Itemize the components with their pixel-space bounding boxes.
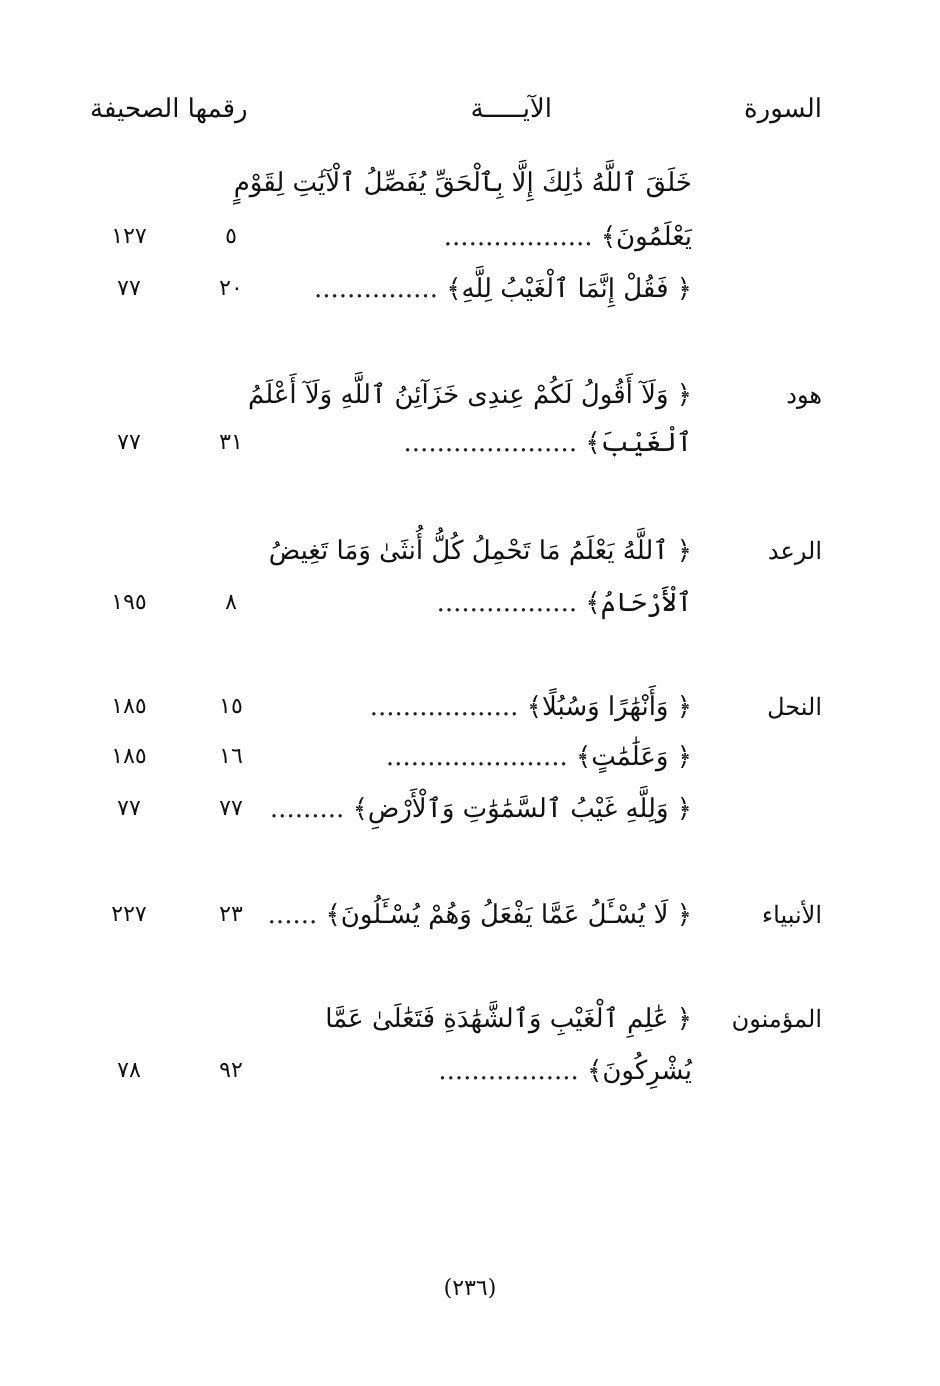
ayah-number: ٨ <box>225 590 237 615</box>
verse-line: ٱلْغَيْبَ﴾ ..................... <box>403 428 692 458</box>
verse-line: ﴿ لَا يُسْـَٔلُ عَمَّا يَفْعَلُ وَهُمْ يُسْـَٔلُونَ﴾ ...... <box>267 900 692 930</box>
verse-line: ﴿ وَلَآ أَقُولُ لَكُمْ عِندِى خَزَآئِنُ ٱللَّهِ وَلَآ أَعْلَمُ <box>247 380 692 410</box>
verse-line: خَلَقَ ٱللَّهُ ذَٰلِكَ إِلَّا بِٱلْحَقِّ يُفَصِّلُ ٱلْآيَٰتِ لِقَوْمٍ <box>233 168 692 198</box>
ayah-number: ١٦ <box>219 744 243 769</box>
ayah-number: ٩٢ <box>219 1058 243 1083</box>
verse-line: ﴿ وَعَلَٰمَٰتٍ﴾ ...................... <box>385 742 692 772</box>
surah-name: الرعد <box>767 537 822 565</box>
verse-line: ﴿ عَٰلِمِ ٱلْغَيْبِ وَٱلشَّهَٰدَةِ فَتَعَٰلَىٰ عَمَّا <box>325 1004 692 1034</box>
page-number: ٧٨ <box>117 1058 141 1083</box>
page-number: ١٨٥ <box>111 744 147 769</box>
verse-line: ﴿ ٱللَّهُ يَعْلَمُ مَا تَحْمِلُ كُلُّ أُنثَىٰ وَمَا تَغِيضُ <box>268 536 692 566</box>
page-number: ١٢٧ <box>111 224 147 249</box>
ayah-number: ٧٧ <box>219 796 243 821</box>
page-number: ٧٧ <box>117 796 141 821</box>
verse-line: ٱلْأَرْحَامُ﴾ ................. <box>436 588 692 618</box>
ayah-number: ٥ <box>225 224 237 249</box>
surah-name: المؤمنون <box>731 1005 822 1033</box>
page-number: ٧٧ <box>117 430 141 455</box>
verse-line: ﴿ وَلِلَّهِ غَيْبُ ٱلسَّمَٰوَٰتِ وَٱلْأَرْضِ﴾ ......... <box>269 794 692 824</box>
ayah-number: ١٥ <box>219 694 243 719</box>
surah-name: هود <box>786 381 822 409</box>
header-ayah-page: رقمها الصحيفة <box>90 94 248 124</box>
page-number: ٧٧ <box>117 276 141 301</box>
surah-name: النحل <box>767 693 822 721</box>
verse-line: يُشْرِكُونَ﴾ ................. <box>438 1056 692 1086</box>
page-number: ١٩٥ <box>111 590 147 615</box>
verse-line: ﴿ فَقُلْ إِنَّمَا ٱلْغَيْبُ لِلَّهِ﴾ ............... <box>313 274 692 304</box>
ayah-number: ٢٣ <box>219 902 243 927</box>
verse-line: ﴿ وَأَنْهَٰرًا وَسُبُلًا﴾ .................. <box>369 692 692 722</box>
header-surah: السورة <box>744 94 822 124</box>
header-verse: الآيـــــة <box>470 94 552 124</box>
ayah-number: ٢٠ <box>219 276 243 301</box>
ayah-number: ٣١ <box>219 430 243 455</box>
page-number: ١٨٥ <box>111 694 147 719</box>
verse-line: يَعْلَمُونَ﴾ .................. <box>443 222 692 252</box>
footer-page-number: (٢٣٦) <box>443 1276 497 1301</box>
page-number: ٢٢٧ <box>111 902 147 927</box>
surah-name: الأنبياء <box>761 901 822 929</box>
